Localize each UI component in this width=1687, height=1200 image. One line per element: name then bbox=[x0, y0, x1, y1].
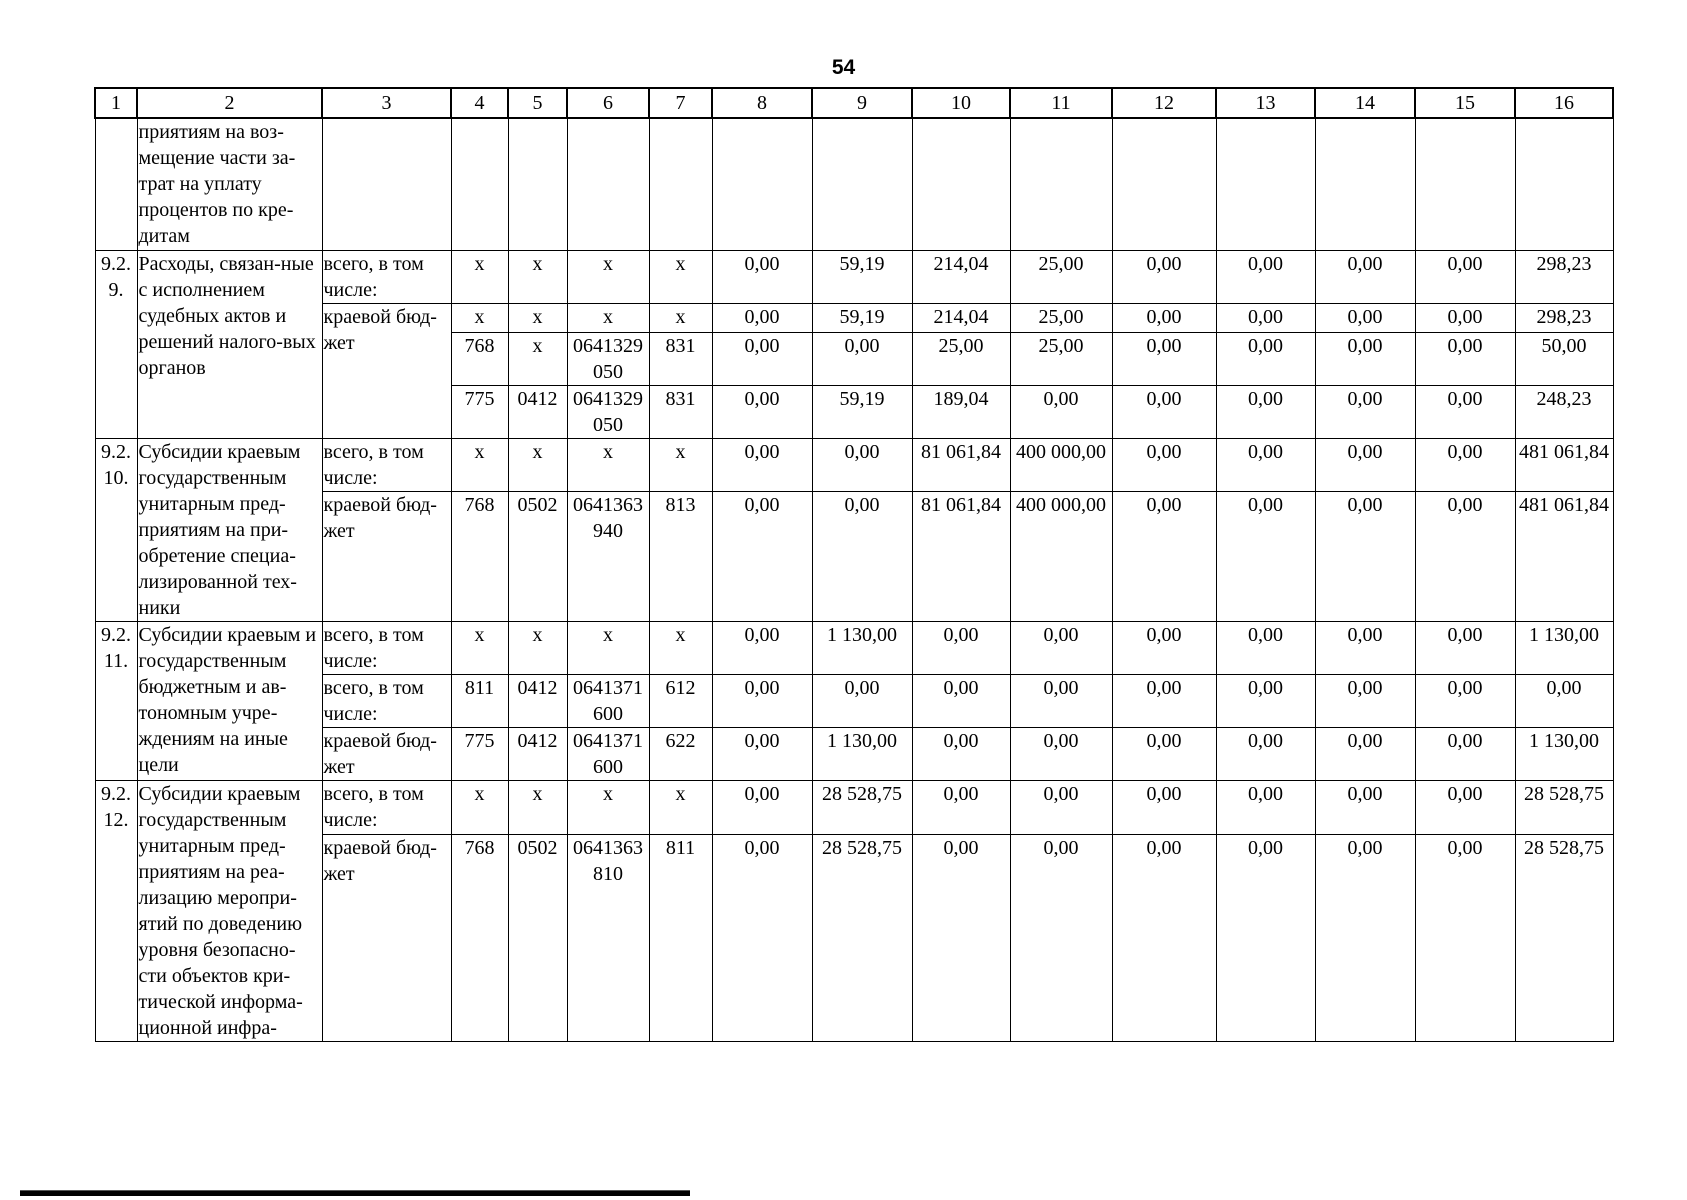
value-cell: 0,00 bbox=[1415, 303, 1515, 332]
target-code: 0641363 810 bbox=[567, 834, 649, 1041]
table-row bbox=[95, 834, 1613, 1041]
column-number: 10 bbox=[912, 88, 1010, 118]
value-cell: 25,00 bbox=[1010, 303, 1112, 332]
column-number: 6 bbox=[567, 88, 649, 118]
value-cell: 400 000,00 bbox=[1010, 491, 1112, 621]
target-code: х bbox=[567, 780, 649, 834]
value-cell: 81 061,84 bbox=[912, 491, 1010, 621]
value-cell: 214,04 bbox=[912, 303, 1010, 332]
value-cell: 0,00 bbox=[1415, 332, 1515, 385]
admin-code: х bbox=[451, 303, 508, 332]
value-cell: 0,00 bbox=[1315, 438, 1415, 491]
expense-type-code: 811 bbox=[649, 834, 712, 1041]
row-label: краевой бюд-жет bbox=[322, 727, 451, 780]
value-cell: 25,00 bbox=[1010, 332, 1112, 385]
value-cell: 0,00 bbox=[712, 250, 812, 303]
value-cell: 81 061,84 bbox=[912, 438, 1010, 491]
admin-code: 768 bbox=[451, 332, 508, 385]
value-cell: 0,00 bbox=[1315, 674, 1415, 727]
value-cell: 189,04 bbox=[912, 385, 1010, 438]
value-cell: 0,00 bbox=[912, 780, 1010, 834]
value-cell: 0,00 bbox=[1112, 780, 1216, 834]
total-cell: 0,00 bbox=[1515, 674, 1613, 727]
budget-table bbox=[94, 87, 1614, 1042]
value-cell: 0,00 bbox=[1315, 332, 1415, 385]
row-label: краевой бюд-жет bbox=[322, 491, 451, 621]
value-cell: 59,19 bbox=[812, 250, 912, 303]
value-cell: 0,00 bbox=[1415, 780, 1515, 834]
table-row bbox=[95, 780, 1613, 834]
table-row bbox=[95, 303, 1613, 332]
value-cell: 0,00 bbox=[1315, 250, 1415, 303]
value-cell: 214,04 bbox=[912, 250, 1010, 303]
column-number: 3 bbox=[322, 88, 451, 118]
section-description: Субсидии краевым государственным унитарным пред-приятиям на реа-лизацию меропри-ятий по доведению уровня безопасно-сти объектов кри-тической информа-ционной инфра- bbox=[137, 780, 322, 1041]
empty-cell bbox=[322, 118, 451, 250]
table-row bbox=[95, 250, 1613, 303]
total-cell: 28 528,75 bbox=[1515, 780, 1613, 834]
value-cell: 0,00 bbox=[712, 303, 812, 332]
value-cell: 0,00 bbox=[1216, 332, 1315, 385]
column-number: 14 bbox=[1315, 88, 1415, 118]
table-row bbox=[95, 727, 1613, 780]
total-cell: 1 130,00 bbox=[1515, 727, 1613, 780]
value-cell: 0,00 bbox=[1112, 491, 1216, 621]
section-code: 0412 bbox=[508, 385, 567, 438]
value-cell: 0,00 bbox=[1112, 250, 1216, 303]
value-cell: 0,00 bbox=[1216, 250, 1315, 303]
value-cell: 59,19 bbox=[812, 303, 912, 332]
empty-cell bbox=[712, 118, 812, 250]
value-cell: 0,00 bbox=[1112, 385, 1216, 438]
value-cell: 0,00 bbox=[712, 385, 812, 438]
expense-type-code: х bbox=[649, 438, 712, 491]
table-row bbox=[95, 118, 1613, 250]
value-cell: 0,00 bbox=[1415, 834, 1515, 1041]
value-cell: 0,00 bbox=[1216, 834, 1315, 1041]
value-cell: 28 528,75 bbox=[812, 780, 912, 834]
section-code: х bbox=[508, 303, 567, 332]
value-cell: 0,00 bbox=[1216, 674, 1315, 727]
page-number: 54 bbox=[831, 56, 856, 79]
empty-cell bbox=[912, 118, 1010, 250]
admin-code: 811 bbox=[451, 674, 508, 727]
row-label: всего, в том числе: bbox=[322, 780, 451, 834]
section-number-cell bbox=[95, 118, 137, 250]
section-description: Расходы, связан-ные с исполнением судебных актов и решений налого-вых органов bbox=[137, 250, 322, 438]
value-cell: 0,00 bbox=[1112, 727, 1216, 780]
value-cell: 0,00 bbox=[1216, 303, 1315, 332]
total-cell: 28 528,75 bbox=[1515, 834, 1613, 1041]
column-number: 8 bbox=[712, 88, 812, 118]
value-cell: 0,00 bbox=[1112, 332, 1216, 385]
value-cell: 0,00 bbox=[1415, 438, 1515, 491]
value-cell: 0,00 bbox=[1010, 834, 1112, 1041]
row-label: всего, в том числе: bbox=[322, 438, 451, 491]
value-cell: 0,00 bbox=[1010, 727, 1112, 780]
total-cell: 298,23 bbox=[1515, 303, 1613, 332]
value-cell: 0,00 bbox=[912, 834, 1010, 1041]
column-number: 11 bbox=[1010, 88, 1112, 118]
admin-code: х bbox=[451, 621, 508, 674]
section-number: 9.2. 9. bbox=[95, 250, 137, 438]
value-cell: 0,00 bbox=[1010, 385, 1112, 438]
value-cell: 0,00 bbox=[1216, 385, 1315, 438]
table-row bbox=[95, 438, 1613, 491]
column-number: 9 bbox=[812, 88, 912, 118]
value-cell: 0,00 bbox=[712, 438, 812, 491]
column-number-row bbox=[95, 88, 1613, 118]
target-code: х bbox=[567, 303, 649, 332]
column-number: 15 bbox=[1415, 88, 1515, 118]
value-cell: 0,00 bbox=[1315, 727, 1415, 780]
value-cell: 0,00 bbox=[1112, 674, 1216, 727]
table-row bbox=[95, 674, 1613, 727]
value-cell: 0,00 bbox=[812, 332, 912, 385]
target-code: х bbox=[567, 438, 649, 491]
admin-code: х bbox=[451, 780, 508, 834]
total-cell: 1 130,00 bbox=[1515, 621, 1613, 674]
value-cell: 0,00 bbox=[1415, 621, 1515, 674]
value-cell: 1 130,00 bbox=[812, 727, 912, 780]
admin-code: х bbox=[451, 250, 508, 303]
value-cell: 0,00 bbox=[1315, 780, 1415, 834]
empty-cell bbox=[1415, 118, 1515, 250]
value-cell: 0,00 bbox=[912, 727, 1010, 780]
column-number: 1 bbox=[95, 88, 137, 118]
admin-code: 775 bbox=[451, 385, 508, 438]
section-number: 9.2. 10. bbox=[95, 438, 137, 621]
value-cell: 0,00 bbox=[1216, 438, 1315, 491]
expense-type-code: х bbox=[649, 621, 712, 674]
table-row bbox=[95, 621, 1613, 674]
column-number: 4 bbox=[451, 88, 508, 118]
value-cell: 25,00 bbox=[912, 332, 1010, 385]
value-cell: 0,00 bbox=[1112, 438, 1216, 491]
section-code: х bbox=[508, 780, 567, 834]
value-cell: 28 528,75 bbox=[812, 834, 912, 1041]
row-label: всего, в том числе: bbox=[322, 674, 451, 727]
empty-cell bbox=[1216, 118, 1315, 250]
value-cell: 25,00 bbox=[1010, 250, 1112, 303]
value-cell: 0,00 bbox=[712, 780, 812, 834]
empty-cell bbox=[1010, 118, 1112, 250]
value-cell: 0,00 bbox=[712, 621, 812, 674]
section-code: 0412 bbox=[508, 674, 567, 727]
value-cell: 0,00 bbox=[1216, 727, 1315, 780]
target-code: х bbox=[567, 621, 649, 674]
column-number: 12 bbox=[1112, 88, 1216, 118]
empty-cell bbox=[812, 118, 912, 250]
column-number: 5 bbox=[508, 88, 567, 118]
empty-cell bbox=[508, 118, 567, 250]
value-cell: 0,00 bbox=[712, 491, 812, 621]
value-cell: 0,00 bbox=[912, 621, 1010, 674]
admin-code: х bbox=[451, 438, 508, 491]
section-number: 9.2. 12. bbox=[95, 780, 137, 1041]
value-cell: 0,00 bbox=[1415, 385, 1515, 438]
value-cell: 0,00 bbox=[1010, 780, 1112, 834]
target-code: 0641363 940 bbox=[567, 491, 649, 621]
target-code: 0641371 600 bbox=[567, 674, 649, 727]
empty-cell bbox=[1515, 118, 1613, 250]
value-cell: 0,00 bbox=[912, 674, 1010, 727]
total-cell: 298,23 bbox=[1515, 250, 1613, 303]
target-code: 0641371 600 bbox=[567, 727, 649, 780]
total-cell: 481 061,84 bbox=[1515, 438, 1613, 491]
value-cell: 0,00 bbox=[712, 674, 812, 727]
row-label: краевой бюд-жет bbox=[322, 303, 451, 438]
value-cell: 400 000,00 bbox=[1010, 438, 1112, 491]
row-label: всего, в том числе: bbox=[322, 250, 451, 303]
value-cell: 0,00 bbox=[712, 834, 812, 1041]
value-cell: 59,19 bbox=[812, 385, 912, 438]
value-cell: 1 130,00 bbox=[812, 621, 912, 674]
column-number: 16 bbox=[1515, 88, 1613, 118]
empty-cell bbox=[1315, 118, 1415, 250]
value-cell: 0,00 bbox=[1315, 491, 1415, 621]
value-cell: 0,00 bbox=[1216, 491, 1315, 621]
value-cell: 0,00 bbox=[1415, 250, 1515, 303]
value-cell: 0,00 bbox=[1010, 674, 1112, 727]
value-cell: 0,00 bbox=[1315, 621, 1415, 674]
target-code: 0641329 050 bbox=[567, 385, 649, 438]
expense-type-code: х bbox=[649, 303, 712, 332]
target-code: х bbox=[567, 250, 649, 303]
value-cell: 0,00 bbox=[1112, 303, 1216, 332]
value-cell: 0,00 bbox=[1415, 491, 1515, 621]
table-row bbox=[95, 491, 1613, 621]
section-code: 0502 bbox=[508, 834, 567, 1041]
empty-cell bbox=[567, 118, 649, 250]
section-number: 9.2. 11. bbox=[95, 621, 137, 780]
footer-rule bbox=[20, 1191, 690, 1196]
empty-cell bbox=[451, 118, 508, 250]
expense-type-code: 612 bbox=[649, 674, 712, 727]
total-cell: 481 061,84 bbox=[1515, 491, 1613, 621]
value-cell: 0,00 bbox=[1216, 621, 1315, 674]
empty-cell bbox=[649, 118, 712, 250]
expense-type-code: 622 bbox=[649, 727, 712, 780]
row-label: всего, в том числе: bbox=[322, 621, 451, 674]
section-code: х bbox=[508, 250, 567, 303]
value-cell: 0,00 bbox=[712, 332, 812, 385]
column-number: 7 bbox=[649, 88, 712, 118]
section-code: х bbox=[508, 438, 567, 491]
admin-code: 768 bbox=[451, 491, 508, 621]
value-cell: 0,00 bbox=[1315, 834, 1415, 1041]
column-number: 2 bbox=[137, 88, 322, 118]
value-cell: 0,00 bbox=[812, 438, 912, 491]
value-cell: 0,00 bbox=[1315, 385, 1415, 438]
value-cell: 0,00 bbox=[1112, 621, 1216, 674]
section-code: х bbox=[508, 332, 567, 385]
section-description: Субсидии краевым и государственным бюджетным и ав-тономным учре-ждениям на иные цели bbox=[137, 621, 322, 780]
expense-type-code: х bbox=[649, 250, 712, 303]
section-description: приятиям на воз-мещение части за-трат на уплату процентов по кре-дитам bbox=[137, 118, 322, 250]
value-cell: 0,00 bbox=[812, 674, 912, 727]
expense-type-code: 813 bbox=[649, 491, 712, 621]
value-cell: 0,00 bbox=[1415, 674, 1515, 727]
expense-type-code: х bbox=[649, 780, 712, 834]
admin-code: 775 bbox=[451, 727, 508, 780]
admin-code: 768 bbox=[451, 834, 508, 1041]
section-code: 0502 bbox=[508, 491, 567, 621]
value-cell: 0,00 bbox=[1010, 621, 1112, 674]
section-code: х bbox=[508, 621, 567, 674]
column-number: 13 bbox=[1216, 88, 1315, 118]
target-code: 0641329 050 bbox=[567, 332, 649, 385]
empty-cell bbox=[1112, 118, 1216, 250]
value-cell: 0,00 bbox=[812, 491, 912, 621]
row-label: краевой бюд-жет bbox=[322, 834, 451, 1041]
expense-type-code: 831 bbox=[649, 385, 712, 438]
total-cell: 248,23 bbox=[1515, 385, 1613, 438]
value-cell: 0,00 bbox=[1415, 727, 1515, 780]
section-code: 0412 bbox=[508, 727, 567, 780]
section-description: Субсидии краевым государственным унитарным пред-приятиям на при-обретение специа-лизированной тех-ники bbox=[137, 438, 322, 621]
value-cell: 0,00 bbox=[712, 727, 812, 780]
value-cell: 0,00 bbox=[1112, 834, 1216, 1041]
expense-type-code: 831 bbox=[649, 332, 712, 385]
value-cell: 0,00 bbox=[1315, 303, 1415, 332]
total-cell: 50,00 bbox=[1515, 332, 1613, 385]
value-cell: 0,00 bbox=[1216, 780, 1315, 834]
